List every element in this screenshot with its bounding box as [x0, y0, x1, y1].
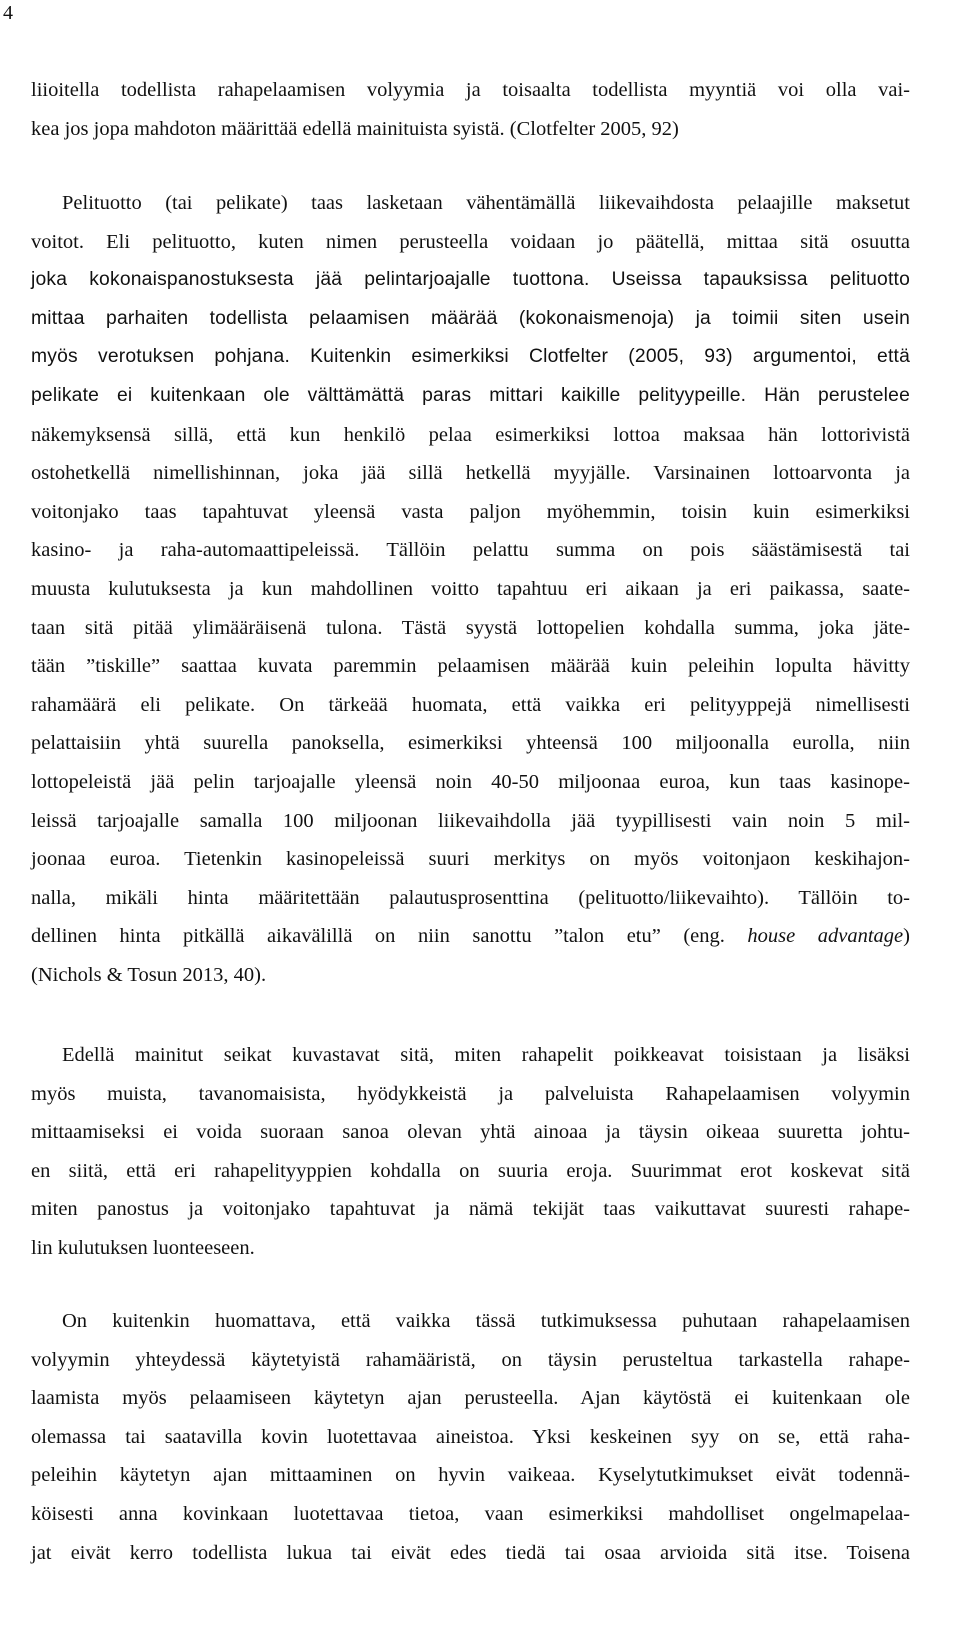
text-line: myös verotuksen pohjana. Kuitenkin esimerkiksi Clotfelter (2005, 93) argumentoi, että — [31, 346, 910, 368]
text-line: peleihin käytetyn ajan mittaaminen on hyvin vaikeaa. Kyselytutkimukset eivät todennä- — [31, 1464, 910, 1487]
text-line: rahamäärä eli pelikate. On tärkeää huomata, että vaikka eri pelityyppejä nimellisesti — [31, 693, 910, 716]
paragraph-3 — [31, 1036, 910, 1268]
text-line: olemassa tai saatavilla kovin luotettavaa aineistoa. Yksi keskeinen syy on se, että raha- — [31, 1425, 910, 1448]
text-line: taan sitä pitää ylimääräisenä tulona. Tästä syystä lottopelien kohdalla summa, joka jäte- — [31, 616, 910, 639]
text-line: lottopeleistä jää pelin tarjoajalle yleensä noin 40-50 miljoonaa euroa, kun taas kasinope- — [31, 770, 910, 793]
text-line: tään ”tiskille” saattaa kuvata paremmin pelaamisen määrää kuin peleihin lopulta hävitty — [31, 655, 910, 678]
paragraph-4 — [31, 1302, 910, 1572]
text-line: leissä tarjoajalle samalla 100 miljoonan liikevaihdolla jää tyypillisesti vain noin 5 mil- — [31, 809, 910, 832]
italic-term: house advantage — [747, 925, 904, 948]
page-number: 4 — [3, 2, 13, 24]
text-line: liioitella todellista rahapelaamisen volyymia ja toisaalta todellista myyntiä voi olla vai- — [31, 79, 910, 101]
text-line: pelattaisiin yhtä suurella panoksella, esimerkiksi yhteensä 100 miljoonalla eurolla, niin — [31, 732, 910, 755]
text-line: voitot. Eli pelituotto, kuten nimen perusteella voidaan jo päätellä, mittaa sitä osuutta — [31, 230, 910, 253]
text-line: lin kulutuksen luonteeseen. — [31, 1236, 255, 1259]
text-line-with-italic — [31, 917, 910, 956]
text-line: myös muista, tavanomaisista, hyödykkeistä ja palveluista Rahapelaamisen volyymin — [31, 1082, 910, 1105]
text-line: muusta kulutuksesta ja kun mahdollinen voitto tapahtuu eri aikaan ja eri paikassa, saate- — [31, 577, 910, 600]
text-line: mittaamiseksi ei voida suoraan sanoa olevan yhtä ainoaa ja täysin oikeaa suuretta johtu- — [31, 1121, 910, 1144]
text-line: joka kokonaispanostuksesta jää pelintarjoajalle tuottona. Useissa tapauksissa pelituotto — [31, 269, 910, 291]
text-line: On kuitenkin huomattava, että vaikka tässä tutkimuksessa puhutaan rahapelaamisen — [62, 1310, 910, 1332]
text-line: pelikate ei kuitenkaan ole välttämättä paras mittari kaikille pelityypeille. Hän perustelee — [31, 384, 910, 406]
paragraph-1 — [31, 71, 910, 148]
text-line: Edellä mainitut seikat kuvastavat sitä, miten rahapelit poikkeavat toisistaan ja lisäksi — [62, 1044, 910, 1066]
text-line: jat eivät kerro todellista lukua tai eivät edes tiedä tai osaa arvioida sitä itse. Toisena — [31, 1541, 910, 1564]
text-line: miten panostus ja voitonjako tapahtuvat ja nämä tekijät taas vaikuttavat suuresti rahape- — [31, 1198, 910, 1221]
text-line: kea jos jopa mahdoton määrittää edellä mainituista syistä. (Clotfelter 2005, 92) — [31, 117, 679, 140]
text-line: näkemyksensä sillä, että kun henkilö pelaa esimerkiksi lottoa maksaa hän lottorivistä — [31, 423, 910, 446]
text-line: ostohetkellä nimellishinnan, joka jää sillä hetkellä myyjälle. Varsinainen lottoarvonta ja — [31, 462, 910, 485]
text-line: en siitä, että eri rahapelityyppien kohdalla on suuria eroja. Suurimmat erot koskevat sitä — [31, 1159, 910, 1182]
text-line: nalla, mikäli hinta määritettään palautusprosenttina (pelituotto/liikevaihto). Tällöin to- — [31, 886, 910, 909]
paragraph-2 — [31, 184, 910, 994]
text-line: kasino- ja raha-automaattipeleissä. Tällöin pelattu summa on pois säästämisestä tai — [31, 539, 910, 562]
text-line: köisesti anna kovinkaan luotettavaa tietoa, vaan esimerkiksi mahdolliset ongelmapelaa- — [31, 1502, 910, 1525]
text-fragment: dellinen hinta pitkällä aikavälillä on niin sanottu ”talon etu” (eng. — [31, 925, 725, 948]
text-line: laamista myös pelaamiseen käytetyn ajan perusteella. Ajan käytöstä ei kuitenkaan ole — [31, 1387, 910, 1410]
text-line: joonaa euroa. Tietenkin kasinopeleissä suuri merkitys on myös voitonjaon keskihajon- — [31, 848, 910, 871]
text-line: voitonjako taas tapahtuvat yleensä vasta paljon myöhemmin, toisin kuin esimerkiksi — [31, 500, 910, 523]
text-line: Pelituotto (tai pelikate) taas lasketaan vähentämällä liikevaihdosta pelaajille maksetut — [62, 192, 910, 214]
text-line: (Nichols & Tosun 2013, 40). — [31, 963, 267, 986]
text-line: volyymin yhteydessä käytetyistä rahamääristä, on täysin perusteltua tarkastella rahape- — [31, 1348, 910, 1371]
text-line: mittaa parhaiten todellista pelaamisen määrää (kokonaismenoja) ja toimii siten usein — [31, 307, 910, 329]
closing-paren: ) — [903, 925, 910, 948]
